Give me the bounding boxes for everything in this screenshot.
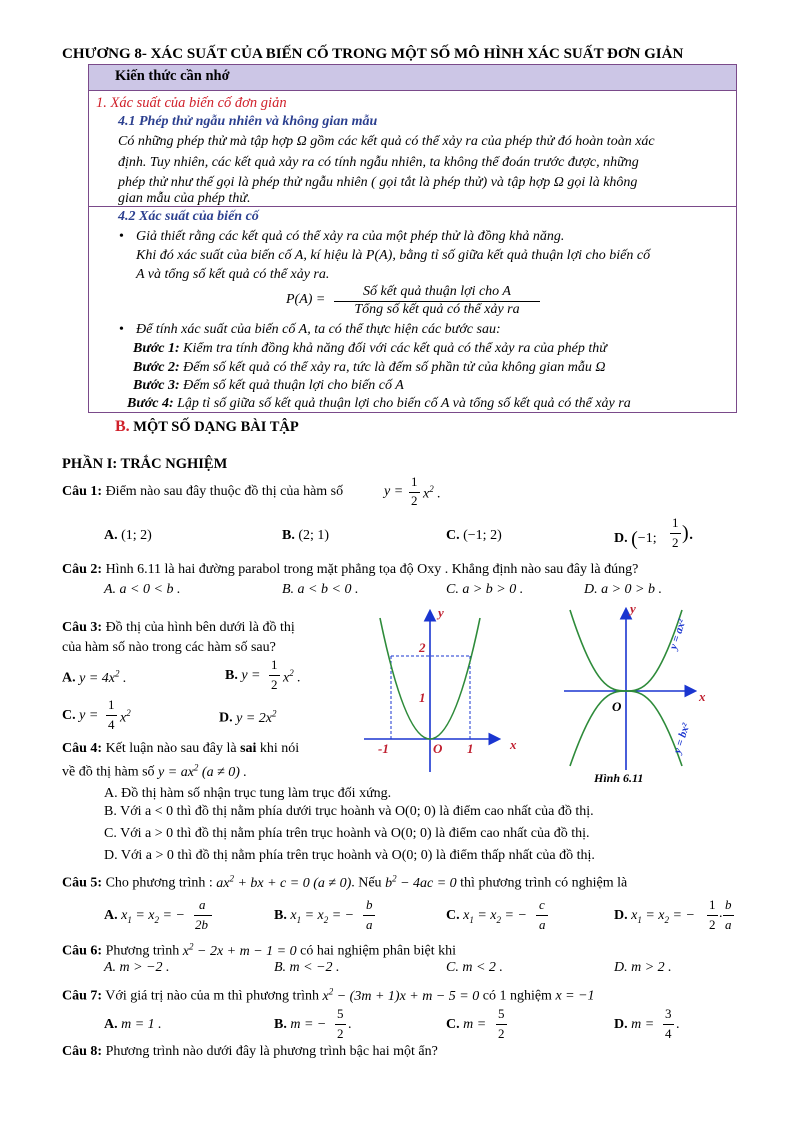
step-text: Kiểm tra tính đồng khả năng đối với các kết quả có thể xảy ra của phép thử	[179, 341, 607, 356]
frac-den: 2b	[195, 917, 208, 932]
q-label: Câu 8:	[62, 1044, 103, 1059]
tick-label: -1	[378, 741, 389, 756]
q-label: Câu 3:	[62, 620, 103, 635]
step-label: Bước 3:	[133, 378, 180, 393]
dot: .	[719, 906, 723, 921]
formula-lhs: P(A) =	[286, 292, 326, 307]
q-text: . Nếu	[351, 875, 382, 891]
option-letter: A.	[104, 528, 118, 543]
s41-line-3: phép thử như thế gọi là phép thử ngẫu nhiên ( gọi tắt là phép thử) và tập hợp Ω gọi là không	[118, 175, 638, 190]
q4-option-c[interactable]: C. Với a > 0 thì đồ thị nằm phía trên trục hoành và O(0; 0) là điểm cao nhất của đồ thị.	[104, 826, 590, 841]
step-3	[133, 378, 404, 394]
section-b-title: MỘT SỐ DẠNG BÀI TẬP	[129, 419, 299, 435]
bullet1: Giả thiết rằng các kết quả có thể xảy ra của một phép thử là đồng khả năng.	[136, 229, 565, 244]
q6-option-d[interactable]: D. m > 2 .	[614, 960, 672, 975]
paren: ).	[682, 522, 694, 544]
q1-option-b[interactable]: B. (2; 1)	[282, 528, 330, 543]
q4-stem-1	[62, 741, 299, 757]
frac-num: b	[366, 897, 373, 912]
option-letter: B.	[282, 528, 295, 543]
frac-den: 2	[271, 677, 278, 692]
q2-stem	[62, 562, 638, 578]
fraction-bar	[335, 1024, 346, 1025]
dot: .	[676, 1017, 680, 1032]
q-label: Câu 5:	[62, 875, 103, 891]
frac-num: 5	[498, 1006, 505, 1021]
fraction-bar	[194, 915, 212, 916]
knowledge-header-label: Kiến thức cần nhớ	[115, 68, 230, 84]
frac-den: 2	[337, 1026, 344, 1041]
fraction-bar	[269, 675, 280, 676]
graph-parabola-1	[360, 600, 540, 780]
q4-stem-2: về đồ thị hàm số $y = ax^2$ (a ≠ 0) .	[62, 762, 247, 780]
q3-stem-2: của hàm số nào trong các hàm số sau?	[62, 640, 276, 655]
bullet1-line2: Khi đó xác suất của biến cố A, kí hiệu là P(A), bằng tỉ số giữa kết quả thuận lợi cho biến cố	[136, 248, 651, 263]
s41-title: 4.1 Phép thử ngẫu nhiên và không gian mẫu	[118, 114, 378, 129]
q-text: Hình 6.11 là hai đường parabol trong mặt phẳng tọa độ Oxy . Khẳng định nào sau đây là đúng?	[102, 562, 639, 577]
q7-option-a[interactable]: A. m = 1 .	[104, 1017, 162, 1032]
formula-denominator: Tổng số kết quả có thể xảy ra	[354, 302, 520, 317]
q-label: Câu 4:	[62, 741, 103, 756]
q4-option-d[interactable]: D. Với a > 0 thì đồ thị nằm phía trên trục hoành và O(0; 0) là điểm thấp nhất của đồ thị.	[104, 848, 595, 863]
option-letter: D.	[219, 710, 233, 726]
q5-option-b[interactable]: B. $x_1 = x_2$ = −	[274, 908, 355, 925]
q-emphasis: sai	[240, 741, 257, 756]
bullet-icon: •	[119, 322, 124, 337]
formula-numerator: Số kết quả thuận lợi cho A	[363, 284, 511, 299]
step-text: Đếm số kết quả có thể xảy ra, tức là đếm số phần tử của không gian mẫu Ω	[179, 360, 606, 375]
y-label: y	[438, 605, 444, 620]
part1-heading: PHẦN I: TRẮC NGHIỆM	[62, 456, 228, 472]
tick-label: 1	[467, 741, 474, 756]
frac-num: c	[539, 897, 545, 912]
option-letter: C.	[62, 708, 76, 723]
frac-den: 2	[709, 917, 716, 932]
q1-option-a[interactable]: A. (1; 2)	[104, 528, 152, 543]
step-text: Lập tỉ số giữa số kết quả thuận lợi cho biến cố A và tổng số kết quả có thể xảy ra	[173, 396, 631, 411]
q3-option-b[interactable]: B. y =	[225, 668, 261, 683]
q-label: Câu 7:	[62, 988, 103, 1004]
q4-option-b[interactable]: B. Với a < 0 thì đồ thị nằm phía dưới trục hoành và O(0; 0) là điểm cao nhất của đồ thị.	[104, 804, 594, 819]
q2-option-d[interactable]: D. a > 0 > b .	[584, 582, 663, 597]
origin-label: O	[612, 699, 622, 714]
q-text: Cho phương trình :	[102, 875, 213, 891]
q7-option-b[interactable]: B. m = −	[274, 1017, 327, 1032]
frac-num: 1	[108, 697, 115, 712]
x-label: x	[510, 737, 517, 752]
q1-stem	[62, 484, 343, 500]
frac-num: 1	[672, 515, 679, 530]
q5-option-a[interactable]: A. $x_1 = x_2$ = −	[104, 908, 185, 925]
fraction-bar	[723, 915, 734, 916]
option-letter: A.	[62, 670, 76, 686]
chapter-title: CHƯƠNG 8- XÁC SUẤT CỦA BIẾN CỐ TRONG MỘT SỐ MÔ HÌNH XÁC SUẤT ĐƠN GIẢN	[62, 46, 684, 62]
q-text: Phương trình nào dưới đây là phương trình bậc hai một ẩn?	[102, 1044, 438, 1059]
q2-option-b[interactable]: B. a < b < 0 .	[282, 582, 359, 597]
func-tail: $x^2$	[120, 708, 131, 726]
y-label: y	[630, 601, 636, 616]
q-text: Kết luận nào sau đây là	[102, 741, 241, 756]
q6-option-a[interactable]: A. m > −2 .	[104, 960, 170, 975]
s42-title: 4.2 Xác suất của biến cố	[118, 209, 259, 224]
origin-label: O	[433, 741, 443, 756]
fraction-bar	[707, 915, 718, 916]
frac-den: 4	[665, 1026, 672, 1041]
bullet2: Để tính xác suất của biến cố A, ta có thể thực hiện các bước sau:	[136, 322, 501, 337]
q1-option-d[interactable]: D. (−1;	[614, 528, 657, 550]
fraction-bar	[363, 915, 375, 916]
s41-line-4: gian mẫu của phép thử.	[118, 191, 251, 206]
frac-num: b	[725, 897, 732, 912]
frac-num: 5	[337, 1006, 344, 1021]
s1-title: 1. Xác suất của biến cố đơn giản	[96, 95, 287, 111]
step-label: Bước 4:	[127, 396, 174, 411]
step-2	[133, 360, 606, 376]
func-tail: $x^2$ .	[283, 668, 301, 686]
s41-line-2: định. Tuy nhiên, các kết quả xảy ra có tính ngẫu nhiên, ta không thể đoán trước được, những	[118, 155, 639, 170]
step-text: Đếm số kết quả thuận lợi cho biến cố A	[179, 378, 404, 393]
knowledge-header	[89, 65, 736, 91]
q6-option-b[interactable]: B. m < −2 .	[274, 960, 340, 975]
tick-label: 1	[419, 690, 426, 705]
q-text: khi nói	[256, 741, 300, 756]
q-text: Đồ thị của hình bên dưới là đồ thị	[102, 620, 295, 635]
dot: .	[348, 1017, 352, 1032]
q2-option-a[interactable]: A. a < 0 < b .	[104, 582, 181, 597]
frac-num: 1	[271, 657, 278, 672]
frac-den: 2	[498, 1026, 505, 1041]
fraction-bar	[496, 1024, 507, 1025]
frac-den: 2	[672, 535, 679, 550]
q-label: Câu 2:	[62, 562, 103, 577]
q3-stem-1	[62, 620, 295, 636]
step-label: Bước 1:	[133, 341, 180, 356]
s41-line-1: Có những phép thử mà tập hợp Ω gồm các kết quả có thể xảy ra của phép thử đó hoàn toàn xác	[118, 134, 655, 149]
q7-option-d[interactable]: D. m =	[614, 1017, 655, 1032]
frac-den: 2	[411, 493, 418, 508]
frac-num: 3	[665, 1006, 672, 1021]
frac-den: a	[366, 917, 373, 932]
step-4	[127, 396, 631, 412]
q5-stem: Câu 5: Cho phương trình : $ax^2$ + bx + c = 0 (a ≠ 0). Nếu $b^2 - 4ac = 0$ thì phương trình có nghiệm là	[62, 873, 628, 891]
frac-den: a	[725, 917, 732, 932]
tick-label: 2	[419, 640, 426, 655]
frac-den: 4	[108, 717, 115, 732]
option-letter: C.	[446, 528, 460, 543]
curve-label-a: y = ax²	[667, 617, 689, 651]
section-b-heading	[115, 418, 299, 436]
q-text: Phương trình	[102, 943, 180, 959]
q-text: có 1 nghiệm	[482, 988, 552, 1004]
fraction-bar	[670, 533, 681, 534]
bullet-icon: •	[119, 229, 124, 244]
q4-option-a[interactable]: A. Đồ thị hàm số nhận trục tung làm trục đối xứng.	[104, 786, 392, 801]
figure-caption: Hình 6.11	[594, 771, 644, 785]
q7-stem: Câu 7: Với giá trị nào của m thì phương trình $x^2 - (3m + 1)x + m - 5 = 0$ có 1 nghiệm x = −1	[62, 986, 595, 1004]
graph-parabola-2	[560, 598, 720, 788]
q1-func-tail: $x^2$ .	[423, 484, 441, 502]
bullet1-line3: A và tổng số kết quả có thể xảy ra.	[136, 267, 330, 282]
q3-option-c[interactable]: C. y =	[62, 708, 99, 723]
step-label: Bước 2:	[133, 360, 180, 375]
q6-option-c[interactable]: C. m < 2 .	[446, 960, 503, 975]
q7-option-c[interactable]: C. m =	[446, 1017, 487, 1032]
frac-num: 1	[411, 474, 418, 489]
frac-den: a	[539, 917, 546, 932]
q8-stem	[62, 1044, 438, 1060]
frac-num: a	[199, 897, 206, 912]
q3-option-d[interactable]: D. $y = 2x^2$	[219, 708, 277, 726]
section-b-letter: B.	[115, 418, 130, 435]
fraction-bar	[663, 1024, 674, 1025]
frac-num: 1	[709, 897, 716, 912]
q-label: Câu 6:	[62, 943, 103, 959]
step-1	[133, 341, 607, 357]
option-letter: B.	[225, 668, 238, 683]
q-text: Điểm nào sau đây thuộc đồ thị của hàm số	[102, 484, 344, 499]
q1-option-c[interactable]: C. (−1; 2)	[446, 528, 502, 543]
q-text: thì phương trình có nghiệm là	[460, 875, 628, 891]
fraction-bar	[106, 715, 117, 716]
q-text: về đồ thị hàm số	[62, 764, 155, 780]
q2-option-c[interactable]: C. a > b > 0 .	[446, 582, 524, 597]
q6-stem: Câu 6: Phương trình $x^2 - 2x + m - 1 = 0$ có hai nghiệm phân biệt khi	[62, 941, 457, 959]
x-label: x	[699, 689, 706, 704]
curve-label-b: y = bx²	[671, 721, 693, 755]
q5-option-c[interactable]: C. $x_1 = x_2$ = −	[446, 908, 527, 925]
q-label: Câu 1:	[62, 484, 103, 499]
q-text: có hai nghiệm phân biệt khi	[300, 943, 457, 959]
q5-option-d[interactable]: D. $x_1 = x_2$ = −	[614, 908, 695, 925]
option-letter: D.	[614, 531, 628, 546]
q-text: Với giá trị nào của m thì phương trình	[102, 988, 320, 1004]
fraction-bar	[536, 915, 548, 916]
q3-option-a[interactable]: A. $y = 4x^2$ .	[62, 668, 127, 686]
q1-func: y =	[384, 484, 404, 499]
